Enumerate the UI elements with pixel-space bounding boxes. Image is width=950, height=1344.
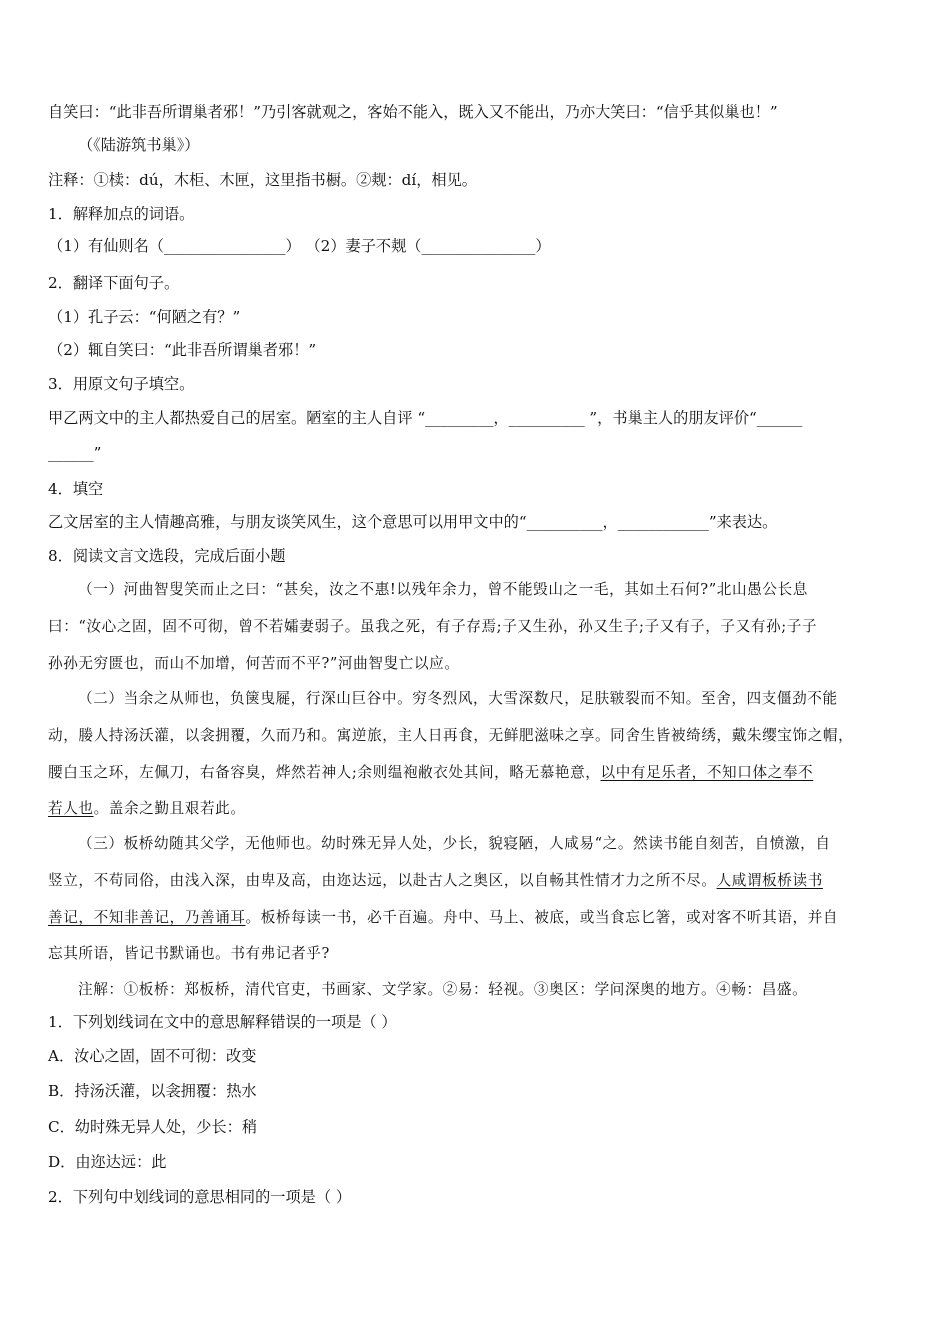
passage-b-note: 注释：①椟：dú，木柜、木匣，这里指书橱。②觌：dí，相见。 <box>48 171 477 189</box>
underlined-sentence-2a: 人咸谓板桥读书 <box>716 872 823 889</box>
mc-question-1: 1．下列划线词在文中的意思解释错误的一项是（ ） <box>48 1013 397 1031</box>
mc-option-b: B．持汤沃灌，以衾拥覆：热水 <box>48 1082 257 1100</box>
question-2-title: 2．翻译下面句子。 <box>48 274 180 292</box>
passage-1-line-1: （一）河曲智叟笑而止之曰：“甚矣，汝之不惠!以残年余力，曾不能毁山之一毛，其如土石何?”北山愚公长息 <box>78 581 808 598</box>
question-3-line-2: ______” <box>48 444 102 462</box>
passage-2-line-4-text: 。盖余之勤且艰若此。 <box>93 800 246 817</box>
passage-2-line-4 <box>48 799 246 819</box>
question-2-item-1: （1）孔子云：“何陋之有？” <box>48 308 241 326</box>
passage-3-line-1: （三）板桥幼随其父学，无他师也。幼时殊无异人处，少长，貌寝陋，人咸易“之。然读书能自刻苦，自愤激，自 <box>78 835 831 852</box>
mc-option-d: D．由迩达远：此 <box>48 1153 167 1171</box>
question-4-title: 4．填空 <box>48 480 104 498</box>
mc-option-a: A．汝心之固，固不可彻：改变 <box>48 1047 257 1065</box>
passage-3-line-4: 忘其所语，皆记书默诵也。书有弗记者乎? <box>48 945 330 962</box>
section-8-note: 注解：①板桥：郑板桥，清代官吏，书画家、文学家。②易：轻视。③奥区：学问深奥的地方。④畅：昌盛。 <box>78 981 808 998</box>
question-1-items: （1）有仙则名（________________） （2）妻子不觌（_______________） <box>48 237 551 255</box>
passage-b-last-line: 自笑曰：“此非吾所谓巢者邪！”乃引客就观之，客始不能入，既入又不能出，乃亦大笑曰：“信乎其似巢也！” <box>48 103 778 121</box>
passage-2-line-2: 动，媵人持汤沃灌，以衾拥覆，久而乃和。寓逆旅，主人日再食，无鲜肥滋味之享。同舍生皆被绮绣，戴朱缨宝饰之帽， <box>48 727 854 744</box>
passage-1-line-2: 曰：“汝心之固，固不可彻，曾不若孀妻弱子。虽我之死，有子存焉;子又生孙，孙又生子;子又有子，子又有孙;子子 <box>48 618 818 635</box>
passage-3-line-3 <box>48 908 838 928</box>
underlined-sentence-2b: 善记，不知非善记，乃善诵耳 <box>48 909 246 926</box>
passage-2-line-3-text: 腰白玉之环，左佩刀，右备容臭，烨然若神人;余则缊袍敝衣处其间，略无慕艳意， <box>48 764 601 781</box>
question-4-line: 乙文居室的主人情趣高雅，与朋友谈笑风生，这个意思可以用甲文中的“__________，____________”来表达。 <box>48 513 778 531</box>
mc-question-2: 2．下列句中划线词的意思相同的一项是（ ） <box>48 1188 352 1206</box>
passage-3-line-2 <box>48 871 823 891</box>
question-3-line-1: 甲乙两文中的主人都热爱自己的居室。陋室的主人自评 “_________，__________ ”，书巢主人的朋友评价“______ <box>48 409 803 427</box>
question-2-item-2: （2）辄自笑曰：“此非吾所谓巢者邪！” <box>48 341 317 359</box>
underlined-sentence-1a: 以中有足乐者，不知口体之奉不 <box>600 764 814 781</box>
passage-2-line-3 <box>48 763 813 783</box>
passage-1-line-3: 孙孙无穷匮也，而山不加增，何苦而不平?”河曲智叟亡以应。 <box>48 655 460 672</box>
question-3-title: 3．用原文句子填空。 <box>48 375 195 393</box>
passage-b-source: （《陆游筑书巢》） <box>78 136 200 154</box>
passage-2-line-1: （二）当余之从师也，负箧曳屣，行深山巨谷中。穷冬烈风，大雪深数尺，足肤皲裂而不知。至舍，四支僵劲不能 <box>78 690 838 707</box>
question-1-title: 1．解释加点的词语。 <box>48 205 195 223</box>
section-8-title: 8．阅读文言文选段，完成后面小题 <box>48 547 286 565</box>
passage-3-line-3-text: 。板桥每读一书，必千百遍。舟中、马上、被底，或当食忘匕箸，或对客不听其语，并自 <box>245 909 839 926</box>
underlined-sentence-1b: 若人也 <box>48 800 94 817</box>
mc-option-c: C．幼时殊无异人处，少长：稍 <box>48 1118 258 1136</box>
passage-3-line-2-text: 竖立，不苟同俗，由浅入深，由卑及高，由迩达远，以赴古人之奥区，以自畅其性情才力之所不尽。 <box>48 872 717 889</box>
